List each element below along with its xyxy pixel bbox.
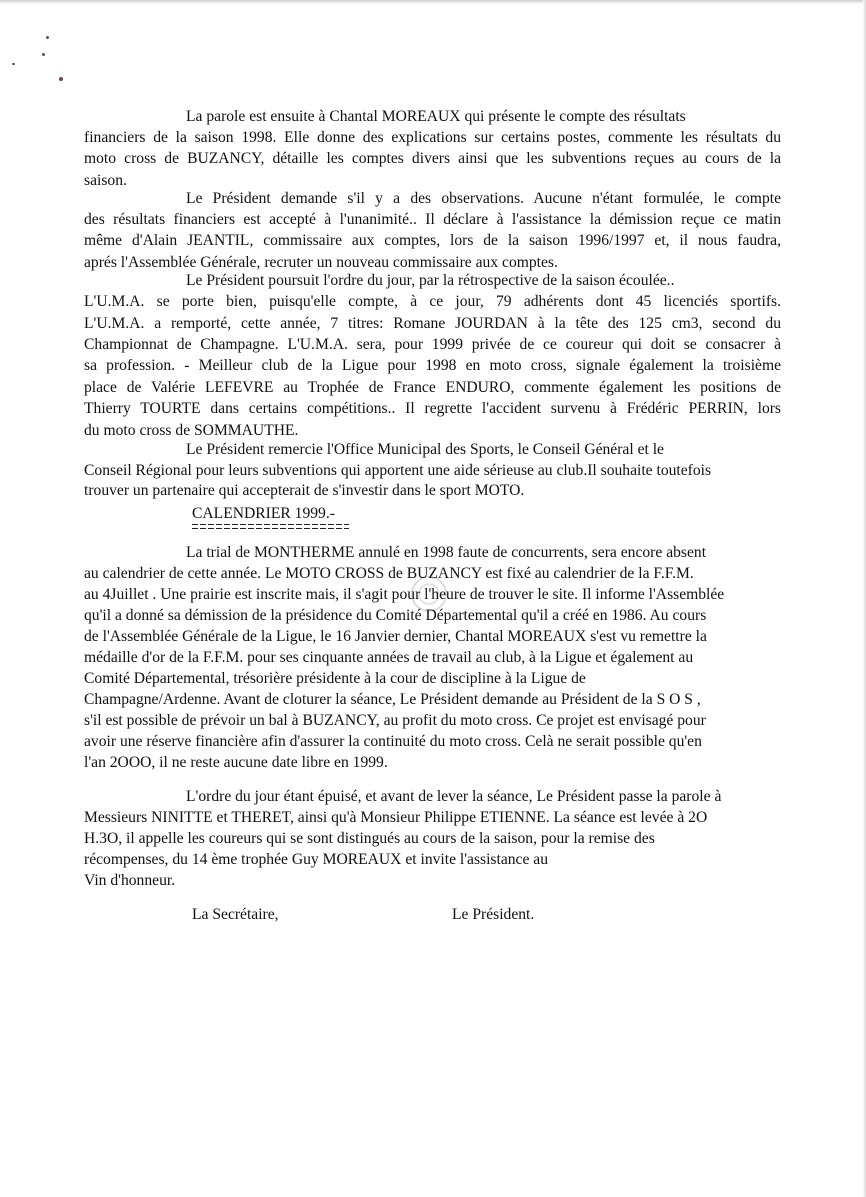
text-line: Conseil Régional pour leurs subventions qui apportent une aide sérieuse au club.Il souhaite toutefois: [84, 462, 712, 479]
text-line: des résultats financiers est accepté à l'unanimité.. Il déclare à l'assistance la démission reçue ce matin: [84, 211, 781, 228]
text-line: Le Président poursuit l'ordre du jour, par la rétrospective de la saison écoulée..: [186, 272, 675, 289]
scan-speck: [12, 63, 15, 65]
text-line: L'ordre du jour étant épuisé, et avant de lever la séance, Le Président passe la parole à: [186, 788, 722, 805]
text-line: au 4Juillet . Une prairie est inscrite mais, il s'agit pour l'heure de trouver le site. Il informe l'Assemblée: [84, 586, 725, 603]
text-line: saison.: [84, 172, 127, 189]
text-line: trouver un partenaire qui accepterait de s'investir dans le sport MOTO.: [84, 482, 525, 499]
scan-speck: [46, 36, 49, 39]
scan-speck: [42, 53, 45, 56]
text-line: l'an 2OOO, il ne reste aucune date libre en 1999.: [84, 754, 388, 771]
heading-double-underline: [192, 524, 349, 530]
text-line: Comité Départemental, trésorière présidente à la cour de discipline à la Ligue de: [84, 670, 586, 687]
text-line: de l'Assemblée Générale de la Ligue, le 16 Janvier dernier, Chantal MOREAUX s'est vu remettre la: [84, 628, 707, 645]
text-line: La parole est ensuite à Chantal MOREAUX qui présente le compte des résultats: [186, 108, 686, 125]
text-line: récompenses, du 14 ème trophée Guy MOREAUX et invite l'assistance au: [84, 851, 549, 868]
text-line: médaille d'or de la F.F.M. pour ses cinquante années de travail au club, à la Ligue et également au: [84, 649, 694, 666]
text-line: Thierry TOURTE dans certains compétitions.. Il regrette l'accident survenu à Frédéric PERRIN, lors: [84, 400, 781, 417]
text-line: du moto cross de SOMMAUTHE.: [84, 422, 299, 439]
text-line: place de Valérie LEFEVRE au Trophée de France ENDURO, commente également les positions de: [84, 379, 781, 396]
text-line: Champagne/Ardenne. Avant de cloturer la séance, Le Président demande au Président de la S O S ,: [84, 691, 701, 708]
text-line: Championnat de Champagne. L'U.M.A. sera, pour 1999 privée de ce coureur qui doit se consacrer à: [84, 336, 781, 353]
text-line: sa profession. - Meilleur club de la Ligue pour 1998 en moto cross, signale également la troisième: [84, 357, 781, 374]
signature-secretary: La Secrétaire,: [192, 906, 279, 923]
text-line: Vin d'honneur.: [84, 872, 176, 889]
text-line: moto cross de BUZANCY, détaille les comptes divers ainsi que les subventions reçues au cours de la: [84, 150, 781, 167]
text-line: même d'Alain JEANTIL, commissaire aux comptes, lors de la saison 1996/1997 et, il nous faudra,: [84, 232, 781, 249]
text-line: Le Président demande s'il y a des observations. Aucune n'étant formulée, le compte: [186, 190, 781, 207]
text-line: aprés l'Assemblée Générale, recruter un nouveau commissaire aux comptes.: [84, 254, 558, 271]
text-line: Messieurs NINITTE et THERET, ainsi qu'à Monsieur Philippe ETIENNE. La séance est levée à 2O: [84, 809, 708, 826]
section-heading-calendar: CALENDRIER 1999.-: [192, 505, 335, 522]
text-line: qu'il a donné sa démission de la présidence du Comité Départemental qu'il a créé en 1986. Au cours: [84, 607, 707, 624]
scan-speck: [59, 77, 63, 81]
text-line: Le Président remercie l'Office Municipal des Sports, le Conseil Général et le: [186, 441, 664, 458]
text-line: H.3O, il appelle les coureurs qui se sont distingués au cours de la saison, pour la remise des: [84, 830, 655, 847]
text-line: s'il est possible de prévoir un bal à BUZANCY, au profit du moto cross. Ce projet est envisagé pour: [84, 712, 706, 729]
text-line: L'U.M.A. a remporté, cette année, 7 titres: Romane JOURDAN à la tête des 125 cm3, second du: [84, 315, 781, 332]
page-top-edge-shadow: [0, 0, 866, 4]
text-line: La trial de MONTHERME annulé en 1998 faute de concurrents, sera encore absent: [186, 544, 707, 561]
text-line: avoir une réserve financière afin d'assurer la continuité du moto cross. Celà ne serait possible qu'en: [84, 733, 702, 750]
text-line: financiers de la saison 1998. Elle donne des explications sur certains postes, commente les résultats du: [84, 129, 781, 146]
signature-president: Le Président.: [452, 906, 535, 923]
text-line: L'U.M.A. se porte bien, puisqu'elle compte, à ce jour, 79 adhérents dont 45 licenciés sportifs.: [84, 293, 781, 310]
text-line: au calendrier de cette année. Le MOTO CROSS de BUZANCY est fixé au calendrier de la F.F.M.: [84, 565, 694, 582]
